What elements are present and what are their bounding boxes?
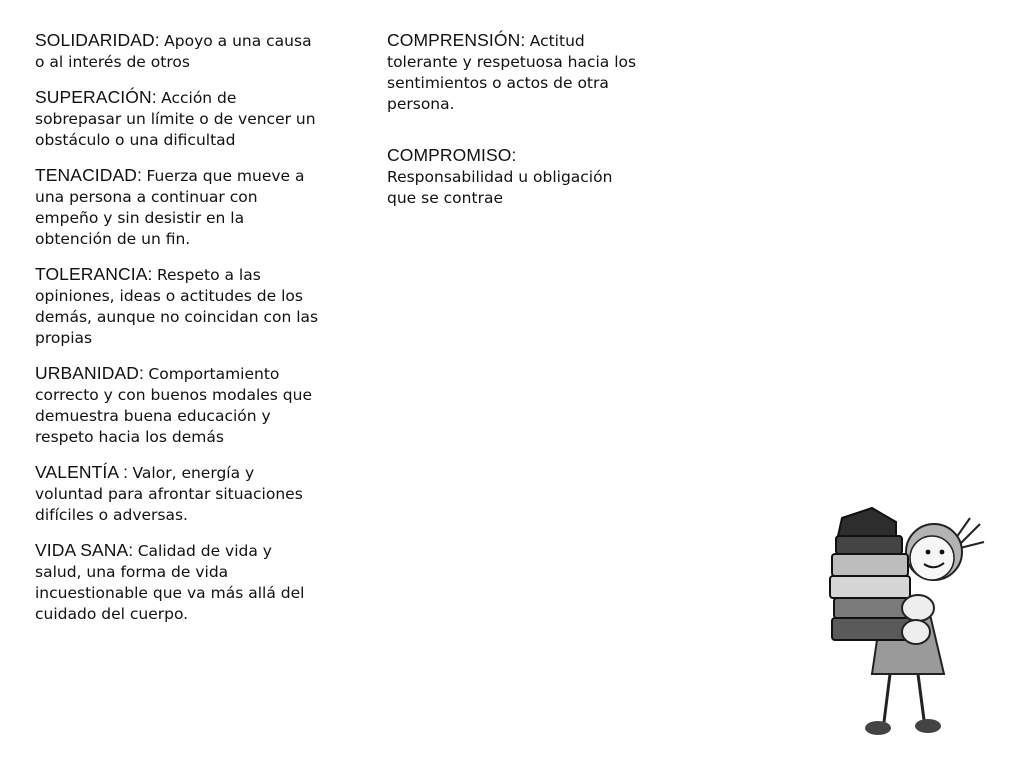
shoe-right <box>915 719 941 733</box>
hand-left <box>902 620 930 644</box>
entry-term: URBANIDAD: <box>35 363 144 383</box>
entry-definition: Apoyo a una causa o al interés de otros <box>35 32 312 71</box>
left-column <box>35 30 320 639</box>
book <box>834 598 908 618</box>
glossary-entry-compromiso <box>387 145 642 209</box>
entry-definition: Respeto a las opiniones, ideas o actitudes de los demás, aunque no coincidan con las propias <box>35 266 319 347</box>
book <box>836 536 902 554</box>
entry-definition: Comportamiento correcto y con buenos modales que demuestra buena educación y respeto hacia los demás <box>35 365 313 446</box>
glossary-entry-valentia <box>35 462 320 526</box>
entry-term: COMPRENSIÓN: <box>387 30 526 50</box>
entry-definition: Acción de sobrepasar un límite o de vencer un obstáculo o una dificultad <box>35 89 316 149</box>
entry-definition: Actitud tolerante y respetuosa hacia los sentimientos o actos de otra persona. <box>387 32 637 113</box>
glossary-entry-solidaridad <box>35 30 320 73</box>
leg-left <box>884 674 890 722</box>
right-column <box>387 30 642 223</box>
entry-term: VIDA SANA: <box>35 540 134 560</box>
glossary-entry-superacion <box>35 87 320 151</box>
book <box>830 576 910 598</box>
entry-term: TOLERANCIA: <box>35 264 153 284</box>
entry-term: SUPERACIÓN: <box>35 87 157 107</box>
entry-definition: Responsabilidad u obligación que se contrae <box>387 168 613 207</box>
glossary-entry-urbanidad <box>35 363 320 448</box>
entry-term: TENACIDAD: <box>35 165 142 185</box>
glossary-entry-vida-sana <box>35 540 320 625</box>
entry-term: VALENTÍA : <box>35 462 129 482</box>
book-top <box>838 508 896 536</box>
glossary-entry-tenacidad <box>35 165 320 250</box>
head <box>906 518 984 580</box>
shoe-left <box>865 721 891 735</box>
book <box>832 554 908 576</box>
book-stack <box>830 508 914 640</box>
entry-definition: Valor, energía y voluntad para afrontar situaciones difíciles o adversas. <box>35 464 303 524</box>
glossary-entry-tolerancia <box>35 264 320 349</box>
entry-definition: Fuerza que mueve a una persona a continuar con empeño y sin desistir en la obtención de un fin. <box>35 167 305 248</box>
glossary-entry-comprension <box>387 30 642 115</box>
girl-carrying-books-icon <box>820 496 985 746</box>
leg-right <box>918 674 924 720</box>
hand-right <box>902 595 934 621</box>
entry-term: SOLIDARIDAD: <box>35 30 160 50</box>
entry-definition: Calidad de vida y salud, una forma de vida incuestionable que va más allá del cuidado del cuerpo. <box>35 542 305 623</box>
entry-term: COMPROMISO: <box>387 145 517 165</box>
